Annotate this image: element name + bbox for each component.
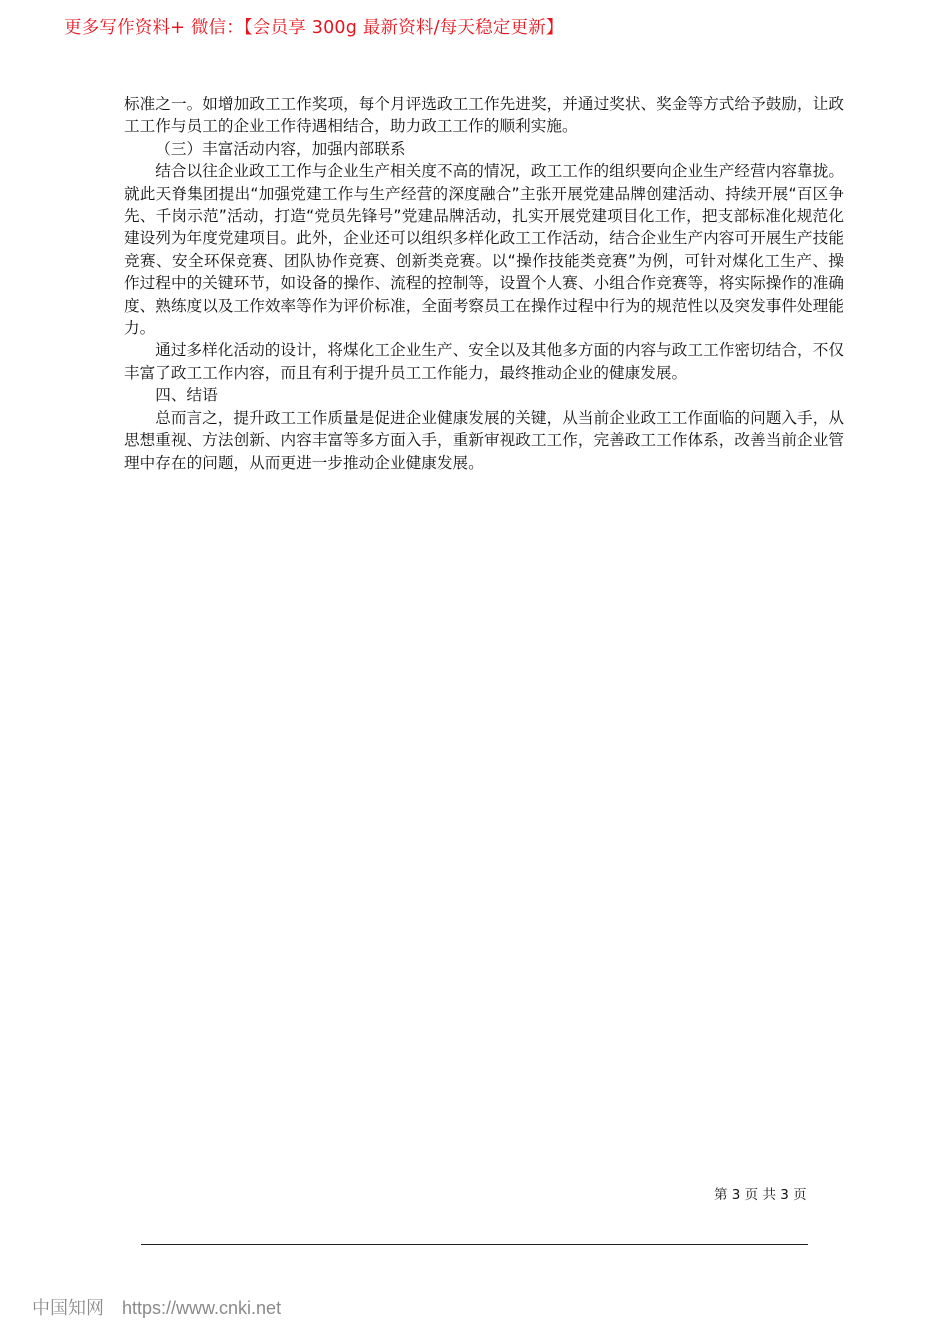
section-heading-conclusion: 四、结语	[155, 386, 218, 405]
watermark	[32, 1294, 281, 1320]
paragraph: 结合以往企业政工工作与企业生产相关度不高的情况，政工工作的组织要向企业生产经营内容靠拢。就此天脊集团提出“加强党建工作与生产经营的深度融合”主张开展党建品牌创建活动、持续开展“百区争先、千岗示范”活动，打造“党员先锋号”党建品牌活动，扎实开展党建项目化工作，把支部标准化规范化建设列为年度党建项目。此外，企业还可以组织多样化政工工作活动，结合企业生产内容可开展生产技能竞赛、安全环保竞赛、团队协作竞赛、创新类竞赛。以“操作技能类竞赛”为例，可针对煤化工生产、操作过程中的关键环节，如设备的操作、流程的控制等，设置个人赛、小组合作竞赛等，将实际操作的准确度、熟练度以及工作效率等作为评价标准，全面考察员工在操作过程中行为的规范性以及突发事件处理能力。	[124, 162, 844, 338]
paragraph: 总而言之，提升政工工作质量是促进企业健康发展的关键，从当前企业政工工作面临的问题入手，从思想重视、方法创新、内容丰富等多方面入手，重新审视政工工作，完善政工工作体系，改善当前企业管理中存在的问题，从而更进一步推动企业健康发展。	[124, 408, 844, 472]
footer-divider	[141, 1244, 808, 1245]
paragraph: 通过多样化活动的设计，将煤化工企业生产、安全以及其他多方面的内容与政工工作密切结合，不仅丰富了政工工作内容，而且有利于提升员工工作能力，最终推动企业的健康发展。	[124, 341, 844, 382]
page-number: 第 3 页 共 3 页	[714, 1187, 807, 1203]
watermark-url: https://www.cnki.net	[122, 1298, 282, 1318]
paragraph-continuation: 标准之一。如增加政工工作奖项，每个月评选政工工作先进奖，并通过奖状、奖金等方式给予鼓励，让政工工作与员工的企业工作待遇相结合，助力政工工作的顺利实施。	[124, 95, 844, 136]
watermark-site-name: 中国知网	[32, 1298, 104, 1318]
document-body	[124, 93, 844, 474]
section-heading-3: （三）丰富活动内容，加强内部联系	[155, 139, 406, 158]
promo-banner: 更多写作资料+ 微信：【会员享 300g 最新资料/每天稳定更新】	[64, 18, 564, 38]
